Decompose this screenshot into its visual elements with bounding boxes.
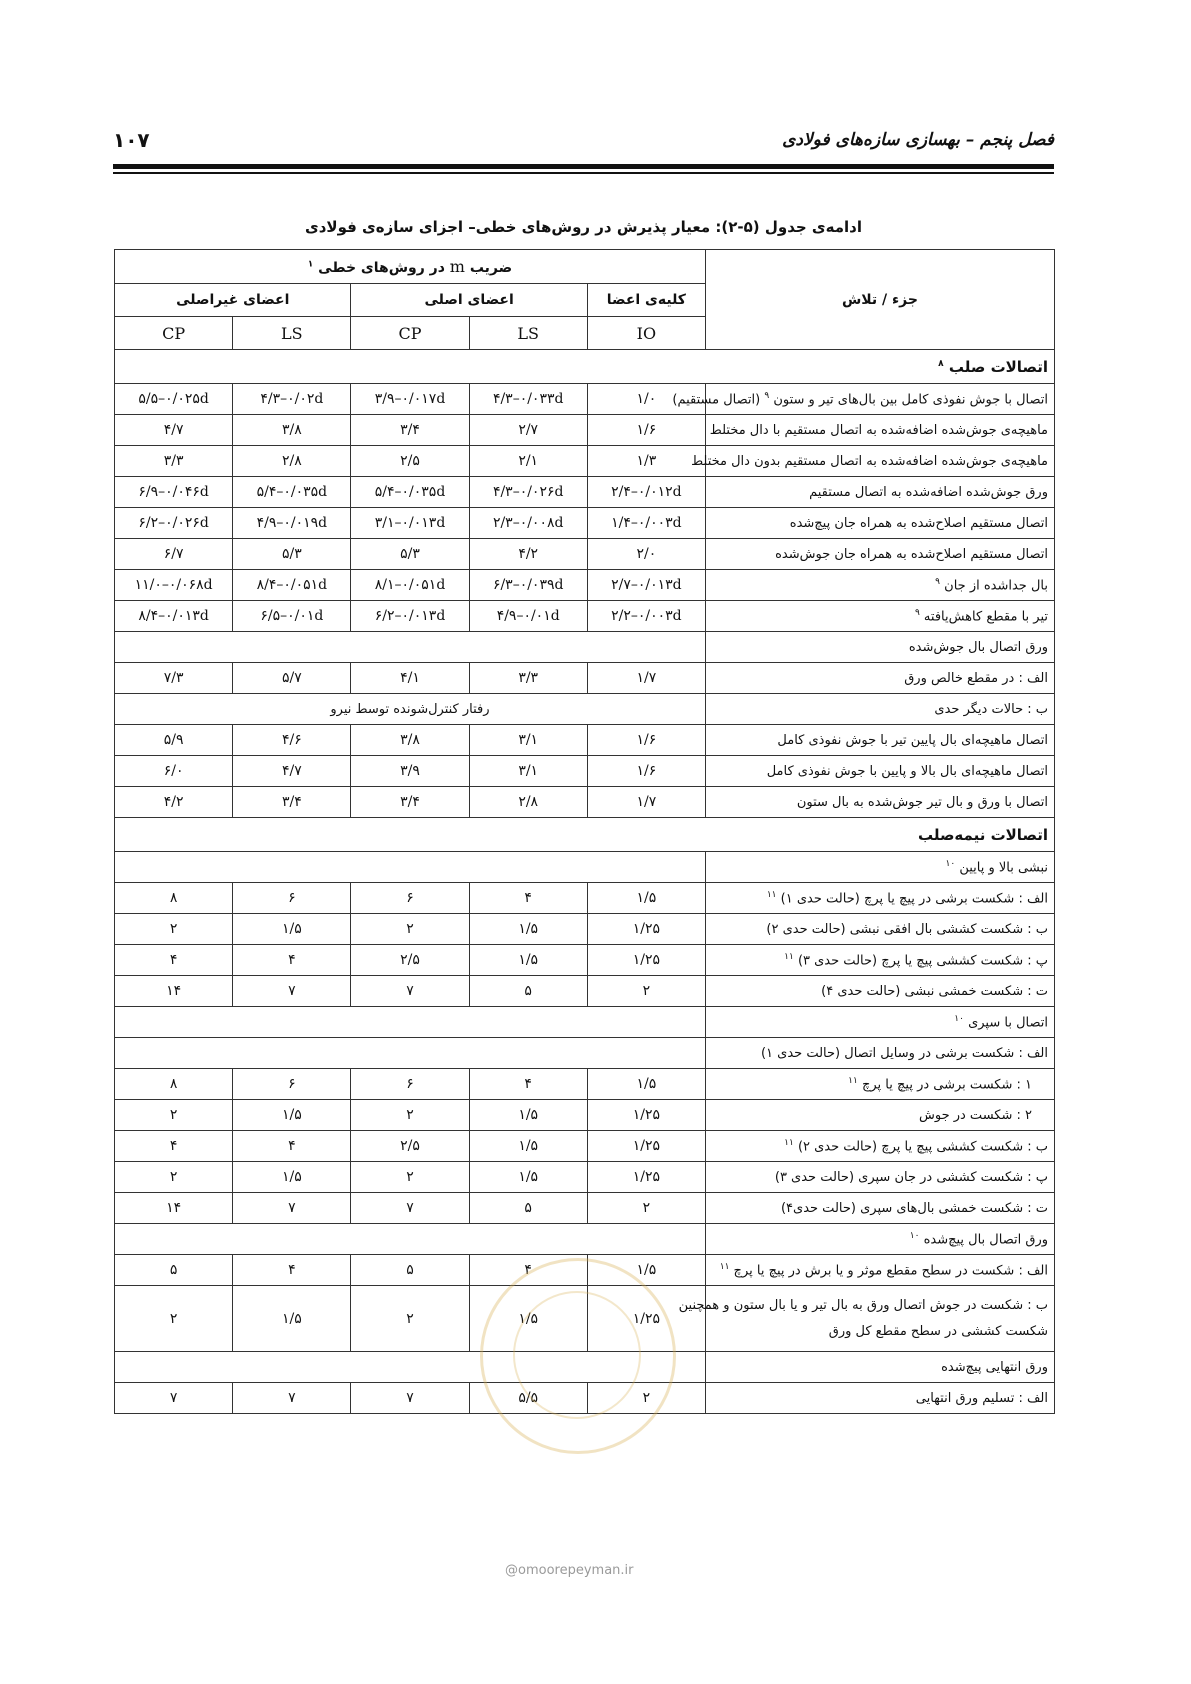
subheading-row	[115, 632, 1055, 663]
row-label: ورق اتصال بال پیچ‌شده	[923, 1232, 1048, 1248]
footnote-ref: ۹	[764, 390, 770, 401]
table-row	[115, 539, 1055, 570]
cp-secondary-value: ۱۴	[115, 1193, 233, 1224]
table-row	[115, 1131, 1055, 1162]
m-factor-suffix: در روش‌های خطی	[318, 260, 445, 276]
ls-secondary-value: ۶	[233, 1069, 351, 1100]
ls-secondary-value: ۷	[233, 1193, 351, 1224]
ls-secondary-value: ۴/۶	[233, 725, 351, 756]
footnote-ref: ۹	[935, 576, 940, 587]
io-value: ۱/۲۵	[587, 1162, 705, 1193]
ls-secondary-header: LS	[233, 317, 351, 350]
table-row	[115, 1286, 1055, 1352]
row-label: الف : شکست در سطح مقطع موثر و یا برش در پیچ یا پرچ	[733, 1263, 1048, 1279]
row-label: پ : شکست کششی در جان سپری (حالت حدی ۳)	[774, 1169, 1048, 1185]
subheading-row	[115, 1224, 1055, 1255]
m-factor-prefix: ضریب	[469, 260, 513, 276]
cp-secondary-value: ۳/۳	[115, 446, 233, 477]
row-label-cell	[705, 945, 1054, 976]
secondary-members-header: اعضای غیراصلی	[115, 284, 351, 317]
row-label: الف : در مقطع خالص ورق	[904, 670, 1048, 686]
chapter-title: فصل پنجم – بهسازی سازه‌های فولادی	[782, 130, 1054, 150]
cp-secondary-value: ۷/۳	[115, 663, 233, 694]
ls-secondary-value: ۳/۸	[233, 415, 351, 446]
ls-primary-value: ۳/۱	[469, 725, 587, 756]
row-label: بال جداشده از جان	[944, 578, 1048, 594]
table-row	[115, 1162, 1055, 1193]
cp-primary-value: ۲/۵	[351, 945, 469, 976]
row-label: اتصال ماهیچه‌ای بال پایین تیر با جوش نفوذی کامل	[777, 732, 1048, 748]
footnote-ref: ۱۱	[766, 889, 777, 900]
io-value: ۱/۳	[587, 446, 705, 477]
cp-primary-value: ۳/۹–۰/۰۱۷d	[351, 384, 469, 415]
ls-secondary-value: ۴/۷	[233, 756, 351, 787]
io-value: ۱/۴–۰/۰۰۳d	[587, 508, 705, 539]
cp-secondary-value: ۶/۷	[115, 539, 233, 570]
section-row	[115, 818, 1055, 852]
empty-span-cell	[115, 1352, 706, 1383]
cp-secondary-value: ۴/۷	[115, 415, 233, 446]
row-label-cell	[705, 1383, 1054, 1414]
table-body	[115, 350, 1055, 1414]
io-value: ۲	[587, 1193, 705, 1224]
ls-primary-value: ۵/۵	[469, 1383, 587, 1414]
row-label-cell	[705, 415, 1054, 446]
io-value: ۱/۷	[587, 787, 705, 818]
header-rule-thick	[113, 164, 1054, 169]
footnote-ref: ۱۱	[784, 951, 794, 962]
footnote-ref: ۸	[938, 358, 944, 369]
ls-primary-value: ۱/۵	[469, 1131, 587, 1162]
row-label-cell	[705, 1224, 1054, 1255]
cp-secondary-value: ۵/۹	[115, 725, 233, 756]
row-label-cell	[705, 1193, 1054, 1224]
subheading-row	[115, 1352, 1055, 1383]
row-label-line2: شکست کششی در سطح مقطع کل ورق	[828, 1323, 1048, 1339]
table-row	[115, 1100, 1055, 1131]
ls-primary-value: ۴/۳–۰/۰۲۶d	[469, 477, 587, 508]
row-label-cell	[705, 883, 1054, 914]
row-label: اتصال مستقیم اصلاح‌شده به همراه جان پیچ‌شده	[789, 515, 1048, 531]
table-row	[115, 883, 1055, 914]
table-row	[115, 1193, 1055, 1224]
page-header	[113, 128, 1054, 164]
row-label-cell	[705, 1038, 1054, 1069]
row-label-cell	[115, 818, 1055, 852]
ls-secondary-value: ۵/۴–۰/۰۳۵d	[233, 477, 351, 508]
row-label: اتصال با ورق و بال تیر جوش‌شده به بال ستون	[796, 794, 1048, 810]
ls-primary-value: ۴	[469, 1069, 587, 1100]
table-row	[115, 914, 1055, 945]
row-label-cell	[678, 1286, 1054, 1352]
cp-secondary-value: ۶/۰	[115, 756, 233, 787]
ls-primary-value: ۳/۱	[469, 756, 587, 787]
row-label-cell	[705, 1162, 1054, 1193]
table-row	[115, 508, 1055, 539]
ls-secondary-value: ۷	[233, 976, 351, 1007]
ls-primary-value: ۵	[469, 1193, 587, 1224]
ls-primary-value: ۴/۹–۰/۰۱d	[469, 601, 587, 632]
cp-primary-value: ۳/۴	[351, 787, 469, 818]
footnote-ref: ۱۰	[909, 1230, 920, 1241]
cp-secondary-value: ۵	[115, 1255, 233, 1286]
row-label-cell	[705, 1007, 1054, 1038]
empty-span-cell	[115, 1224, 706, 1255]
row-label: نبشی بالا و پایین	[959, 860, 1048, 876]
cp-secondary-value: ۸/۴–۰/۰۱۳d	[115, 601, 233, 632]
subheading-row	[115, 852, 1055, 883]
acceptance-criteria-table	[114, 249, 1055, 1414]
cp-secondary-value: ۴	[115, 945, 233, 976]
ls-primary-value: ۴	[469, 1255, 587, 1286]
cp-primary-value: ۷	[351, 1383, 469, 1414]
cp-secondary-value: ۲	[115, 1162, 233, 1193]
all-members-header: کلیه‌ی اعضا	[587, 284, 705, 317]
row-label: پ : شکست کششی پیچ یا پرچ (حالت حدی ۳)	[797, 953, 1048, 969]
io-value: ۱/۶	[587, 415, 705, 446]
section-row	[115, 350, 1055, 384]
cp-primary-value: ۶	[351, 1069, 469, 1100]
io-value: ۱/۷	[587, 663, 705, 694]
row-label: ب : شکست در جوش اتصال ورق به بال تیر و یا بال ستون و همچنین	[678, 1297, 1048, 1313]
cp-primary-value: ۶/۲–۰/۰۱۳d	[351, 601, 469, 632]
io-value: ۱/۰	[587, 384, 705, 415]
row-label-cell	[705, 787, 1054, 818]
row-label: اتصال ماهیچه‌ای بال بالا و پایین با جوش نفوذی کامل	[766, 763, 1048, 779]
io-value: ۲	[587, 976, 705, 1007]
footnote-ref: ۹	[914, 607, 920, 618]
row-label: اتصالات صلب	[948, 357, 1048, 376]
table-row	[115, 384, 1055, 415]
cp-primary-value: ۲	[351, 1162, 469, 1193]
table-row	[115, 1255, 1055, 1286]
row-label-cell	[705, 601, 1054, 632]
ls-secondary-value: ۴	[233, 1131, 351, 1162]
empty-span-cell	[115, 1007, 706, 1038]
row-label: اتصال با سپری	[968, 1015, 1048, 1031]
row-label-cell	[705, 477, 1054, 508]
row-label: ماهیچه‌ی جوش‌شده اضافه‌شده به اتصال مستقیم با دال مختلط	[709, 422, 1048, 438]
cp-secondary-value: ۱۴	[115, 976, 233, 1007]
span-row	[115, 694, 1055, 725]
ls-secondary-value: ۸/۴–۰/۰۵۱d	[233, 570, 351, 601]
table-row	[115, 477, 1055, 508]
table-row	[115, 446, 1055, 477]
force-controlled-cell: رفتار کنترل‌شونده توسط نیرو	[115, 694, 706, 725]
row-label-cell	[672, 384, 1054, 415]
row-label-cell	[705, 852, 1054, 883]
row-label-cell	[705, 1255, 1054, 1286]
ls-primary-value: ۱/۵	[469, 945, 587, 976]
row-label-cell	[705, 756, 1054, 787]
io-header: IO	[587, 317, 705, 350]
row-label: ورق جوش‌شده اضافه‌شده به اتصال مستقیم	[809, 484, 1048, 500]
primary-members-header: اعضای اصلی	[351, 284, 587, 317]
cp-primary-value: ۳/۴	[351, 415, 469, 446]
table-row	[115, 663, 1055, 694]
io-value: ۱/۶	[587, 725, 705, 756]
ls-secondary-value: ۷	[233, 1383, 351, 1414]
subheading-row	[115, 1038, 1055, 1069]
cp-primary-value: ۵	[351, 1255, 469, 1286]
io-value: ۲/۷–۰/۰۱۳d	[587, 570, 705, 601]
cp-primary-value: ۷	[351, 976, 469, 1007]
io-value: ۱/۵	[587, 1255, 705, 1286]
row-label-cell	[705, 1131, 1054, 1162]
cp-secondary-value: ۸	[115, 1069, 233, 1100]
table-row	[115, 787, 1055, 818]
ls-secondary-value: ۱/۵	[233, 1100, 351, 1131]
cp-primary-value: ۷	[351, 1193, 469, 1224]
m-symbol: m	[449, 257, 465, 276]
row-label: ۲ : شکست در جوش	[918, 1107, 1032, 1123]
row-label-cell	[691, 446, 1054, 477]
row-label-suffix: (اتصال مستقیم)	[672, 392, 761, 408]
row-label: ب : شکست کششی پیچ یا پرچ (حالت حدی ۲)	[797, 1139, 1048, 1155]
cp-secondary-value: ۱۱/۰–۰/۰۶۸d	[115, 570, 233, 601]
footnote-ref: ۱۰	[945, 858, 956, 869]
cp-primary-value: ۴/۱	[351, 663, 469, 694]
cp-primary-header: CP	[351, 317, 469, 350]
io-value: ۱/۲۵	[587, 1131, 705, 1162]
row-label: الف : شکست برشی در وسایل اتصال (حالت حدی ۱)	[760, 1045, 1048, 1061]
table-row	[115, 570, 1055, 601]
ls-primary-value: ۳/۳	[469, 663, 587, 694]
cp-secondary-header: CP	[115, 317, 233, 350]
io-value: ۱/۲۵	[587, 1100, 705, 1131]
io-value: ۲/۰	[587, 539, 705, 570]
io-value: ۱/۵	[587, 1069, 705, 1100]
row-label-cell	[705, 1100, 1054, 1131]
row-label: ۱ : شکست برشی در پیچ یا پرچ	[861, 1077, 1032, 1093]
cp-secondary-value: ۶/۹–۰/۰۴۶d	[115, 477, 233, 508]
cp-primary-value: ۵/۴–۰/۰۳۵d	[351, 477, 469, 508]
row-label: ت : شکست خمشی بال‌های سپری (حالت حدی۴)	[780, 1200, 1048, 1216]
row-label: ورق انتهایی پیچ‌شده	[941, 1359, 1048, 1375]
cp-primary-value: ۸/۱–۰/۰۵۱d	[351, 570, 469, 601]
ls-primary-value: ۴	[469, 883, 587, 914]
empty-span-cell	[115, 852, 706, 883]
footnote-ref: ۱۱	[848, 1075, 858, 1086]
cp-secondary-value: ۵/۵–۰/۰۲۵d	[115, 384, 233, 415]
acceptance-criteria-table-wrap	[114, 249, 1055, 1414]
ls-secondary-value: ۱/۵	[233, 1162, 351, 1193]
empty-span-cell	[115, 1038, 706, 1069]
table-row	[115, 725, 1055, 756]
ls-primary-value: ۱/۵	[469, 1286, 587, 1352]
ls-secondary-value: ۶/۵–۰/۰۱d	[233, 601, 351, 632]
row-label: ب : حالات دیگر حدی	[934, 701, 1048, 717]
row-label: ماهیچه‌ی جوش‌شده اضافه‌شده به اتصال مستقیم بدون دال مختلط	[691, 453, 1048, 469]
ls-secondary-value: ۳/۴	[233, 787, 351, 818]
footnote-ref: ۱۰	[954, 1013, 964, 1024]
io-value: ۱/۲۵	[587, 1286, 705, 1352]
ls-primary-value: ۱/۵	[469, 914, 587, 945]
subheading-row	[115, 1007, 1055, 1038]
row-label: تیر با مقطع کاهش‌یافته	[923, 609, 1048, 625]
row-label: اتصالات نیمه‌صلب	[917, 825, 1048, 844]
ls-secondary-value: ۱/۵	[233, 914, 351, 945]
table-row	[115, 1069, 1055, 1100]
io-value: ۲/۴–۰/۰۱۲d	[587, 477, 705, 508]
empty-span-cell	[115, 632, 706, 663]
io-value: ۲	[587, 1383, 705, 1414]
row-label-cell	[705, 570, 1054, 601]
cp-primary-value: ۶	[351, 883, 469, 914]
row-label-cell	[705, 1069, 1054, 1100]
table-row	[115, 756, 1055, 787]
cp-secondary-value: ۴/۲	[115, 787, 233, 818]
row-label-cell	[705, 632, 1054, 663]
cp-secondary-value: ۶/۲–۰/۰۲۶d	[115, 508, 233, 539]
cp-primary-value: ۲	[351, 1286, 469, 1352]
row-label: اتصال مستقیم اصلاح‌شده به همراه جان جوش‌شده	[775, 546, 1048, 562]
row-label-cell	[705, 914, 1054, 945]
ls-secondary-value: ۴/۳–۰/۰۲d	[233, 384, 351, 415]
footnote-ref: ۱۱	[719, 1261, 730, 1272]
table-row	[115, 976, 1055, 1007]
table-row	[115, 415, 1055, 446]
cp-secondary-value: ۲	[115, 1100, 233, 1131]
cp-secondary-value: ۲	[115, 1286, 233, 1352]
table-row	[115, 1383, 1055, 1414]
ls-primary-value: ۲/۱	[469, 446, 587, 477]
cp-primary-value: ۲/۵	[351, 1131, 469, 1162]
row-label: الف : شکست برشی در پیچ یا پرچ (حالت حدی ۱)	[780, 891, 1048, 907]
ls-primary-value: ۱/۵	[469, 1100, 587, 1131]
ls-secondary-value: ۵/۷	[233, 663, 351, 694]
footnote-ref: ۱۱	[784, 1137, 794, 1148]
ls-secondary-value: ۴	[233, 945, 351, 976]
row-label-cell	[705, 539, 1054, 570]
io-value: ۲/۲–۰/۰۰۳d	[587, 601, 705, 632]
cp-secondary-value: ۷	[115, 1383, 233, 1414]
cp-secondary-value: ۴	[115, 1131, 233, 1162]
table-row	[115, 945, 1055, 976]
row-label-cell	[705, 1352, 1054, 1383]
io-value: ۱/۲۵	[587, 914, 705, 945]
ls-primary-value: ۲/۸	[469, 787, 587, 818]
m-factor-header	[115, 250, 706, 284]
component-header: جزء / تلاش	[705, 250, 1054, 350]
io-value: ۱/۵	[587, 883, 705, 914]
cp-secondary-value: ۸	[115, 883, 233, 914]
ls-secondary-value: ۶	[233, 883, 351, 914]
row-label: ورق اتصال بال جوش‌شده	[908, 639, 1048, 655]
row-label-cell	[705, 694, 1054, 725]
row-label-cell	[705, 663, 1054, 694]
m-factor-note: ۱	[307, 259, 314, 270]
row-label-cell	[705, 508, 1054, 539]
ls-secondary-value: ۱/۵	[233, 1286, 351, 1352]
row-label: الف : تسلیم ورق انتهایی	[915, 1390, 1048, 1406]
ls-primary-value: ۶/۳–۰/۰۳۹d	[469, 570, 587, 601]
cp-primary-value: ۲	[351, 1100, 469, 1131]
cp-primary-value: ۲	[351, 914, 469, 945]
ls-primary-value: ۴/۲	[469, 539, 587, 570]
io-value: ۱/۶	[587, 756, 705, 787]
cp-primary-value: ۵/۳	[351, 539, 469, 570]
watermark-url: @omoorepeyman.ir	[505, 1563, 634, 1578]
cp-secondary-value: ۲	[115, 914, 233, 945]
io-value: ۱/۲۵	[587, 945, 705, 976]
ls-primary-value: ۵	[469, 976, 587, 1007]
ls-primary-value: ۲/۷	[469, 415, 587, 446]
row-label: اتصال با جوش نفوذی کامل بین بال‌های تیر و ستون	[773, 392, 1048, 408]
row-label: ت : شکست خمشی نبشی (حالت حدی ۴)	[821, 983, 1048, 999]
row-label-cell	[115, 350, 1055, 384]
ls-primary-value: ۱/۵	[469, 1162, 587, 1193]
cp-primary-value: ۲/۵	[351, 446, 469, 477]
header-rule-thin	[113, 172, 1054, 174]
row-label-cell	[705, 725, 1054, 756]
row-label-cell	[705, 976, 1054, 1007]
cp-primary-value: ۳/۱–۰/۰۱۳d	[351, 508, 469, 539]
cp-primary-value: ۳/۹	[351, 756, 469, 787]
ls-secondary-value: ۵/۳	[233, 539, 351, 570]
page-number: ۱۰۷	[113, 128, 150, 152]
ls-primary-value: ۲/۳–۰/۰۰۸d	[469, 508, 587, 539]
table-caption: ادامه‌ی جدول (۵-۲): معیار پذیرش در روش‌های خطی– اجزای سازه‌ی فولادی	[304, 218, 863, 236]
ls-secondary-value: ۴	[233, 1255, 351, 1286]
ls-primary-value: ۴/۳–۰/۰۳۳d	[469, 384, 587, 415]
ls-primary-header: LS	[469, 317, 587, 350]
table-row	[115, 601, 1055, 632]
row-label: ب : شکست کششی بال افقی نبشی (حالت حدی ۲)	[766, 921, 1048, 937]
cp-primary-value: ۳/۸	[351, 725, 469, 756]
ls-secondary-value: ۲/۸	[233, 446, 351, 477]
ls-secondary-value: ۴/۹–۰/۰۱۹d	[233, 508, 351, 539]
